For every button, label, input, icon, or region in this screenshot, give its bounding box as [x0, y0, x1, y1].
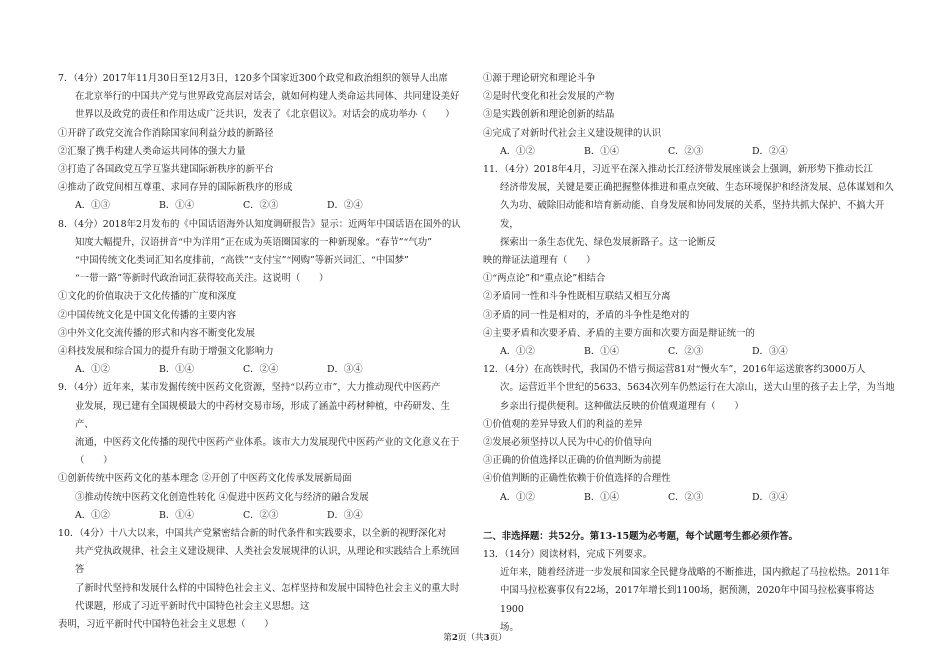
- question-11-option: ③矛盾的同一性是相对的，矛盾的斗争性是绝对的: [483, 309, 690, 321]
- question-10-choices: [483, 143, 895, 161]
- choice-d[interactable]: D．③④: [752, 491, 788, 503]
- question-10-option: ②是时代变化和社会发展的产物: [483, 91, 615, 103]
- question-8-line: “一带一路”等新时代政治词汇获得较高关注。这说明（ ）: [75, 273, 329, 285]
- question-12: [483, 361, 895, 507]
- choice-b[interactable]: B．①④: [584, 145, 620, 157]
- question-7-line: 在北京举行的中国共产党与世界政党高层对话会，就如何构建人类命运共同体、共同建设美好: [75, 91, 460, 103]
- right-column: [483, 70, 895, 637]
- choice-a[interactable]: A．①②: [75, 509, 110, 521]
- question-11-line: 经济带发展，关键是要正确把握整体推进和重点突破、生态环境保护和经济发展、总体谋划和久: [500, 182, 894, 194]
- question-10-tail: 表明，习近平新时代中国特色社会主义思想（ ）: [58, 619, 274, 631]
- question-12-line: 乡亲出行提供便利。这种做法反映的价值观道理有（ ）: [500, 400, 744, 412]
- question-13-head: 13．（14分）阅读材料，完成下列要求。: [483, 549, 653, 561]
- choice-b[interactable]: B．①④: [584, 491, 620, 503]
- spacer: [483, 507, 895, 525]
- choice-c[interactable]: C．②③: [243, 200, 279, 212]
- question-7-option: ②汇聚了携手构建人类命运共同体的强大力量: [58, 145, 246, 157]
- question-9-option-row: ①创新传统中医药文化的基本理念 ②开创了中医药文化传承发展新局面: [58, 473, 352, 485]
- question-9-line: 流通，中医药文化传播的现代中医药产业体系。该市大力发展现代中医药产业的文化意义在于: [75, 437, 460, 449]
- question-11-tail: 映的辩证法道理有（ ）: [483, 255, 596, 267]
- question-10-option: ④完成了对新时代社会主义建设规律的认识: [483, 127, 662, 139]
- section-heading: 二、非选择题：共52分。第13-15题为必考题，每个试题考生都必须作答。: [483, 530, 798, 542]
- question-8-line: “中国传统文化类词汇知名度排前，“高铁”“支付宝”“网购”等新兴词汇、“中国梦”: [75, 255, 409, 267]
- choice-c[interactable]: C．②③: [668, 491, 704, 503]
- question-9-line: （ ）: [75, 455, 113, 467]
- choice-c[interactable]: C．②③: [243, 509, 279, 521]
- question-12-line: 次。运营近半个世纪的5633、5634次列车仍然运行在大凉山，送大山里的孩子去上学，为当地: [500, 382, 895, 394]
- question-13-paragraph-line: 场。: [500, 621, 519, 633]
- choice-b[interactable]: B．①④: [159, 200, 195, 212]
- question-11-choices: [483, 343, 895, 361]
- question-10-option: ①源于理论研究和理论斗争: [483, 73, 596, 84]
- choice-d[interactable]: D．②④: [327, 200, 363, 212]
- question-7-option: ①开辟了政党交流合作消除国家间利益分歧的新路径: [58, 127, 274, 139]
- question-8-line: 知度大幅提升，汉语拼音“中为洋用”正在成为英语圈国家的一种新现象。“春节”“气功”: [75, 236, 432, 248]
- choice-b[interactable]: B．①④: [159, 364, 195, 376]
- question-7-stem: [58, 70, 466, 125]
- question-11-line: 久为功、破除旧动能和培育新动能、自身发展和协同发展的关系，坚持共抓大保护、不搞大开发，: [500, 200, 885, 230]
- choice-a[interactable]: A．①②: [500, 491, 535, 503]
- choice-c[interactable]: C．②③: [668, 346, 704, 358]
- question-10: [58, 525, 466, 634]
- question-10-line: 了新时代坚持和发展什么样的中国特色社会主义、怎样坚持和发展中国特色社会主义的重大时: [75, 582, 460, 594]
- question-9-line: 9．（4分）近年来，某市发掘传统中医药文化资源，坚持“以药立市”，大力推动现代中医药产: [58, 382, 441, 394]
- choice-c[interactable]: C．②④: [243, 364, 279, 376]
- question-8-choices: [58, 361, 466, 379]
- question-9-choices: [58, 507, 466, 525]
- choice-a[interactable]: A．①②: [500, 346, 535, 358]
- question-11-line: 探索出一条生态优先、绿色发展新路子。这一论断反: [500, 236, 716, 248]
- question-13-paragraph-line: 中国马拉松赛事仅有22场，2017年增长到1100场，据预测，2020年中国马拉松赛事将达1900: [500, 585, 875, 615]
- question-12-choices: [483, 489, 895, 507]
- question-12-line: 12．（4分）在高铁时代，我国仍不惜亏损运营81对“慢火车”，2016年运送旅客约3000万人: [483, 364, 866, 376]
- choice-d[interactable]: D．③④: [327, 509, 363, 521]
- question-8-option: ③中外文化交流传播的形式和内容不断变化发展: [58, 327, 255, 339]
- footer-prefix: 第: [443, 633, 452, 643]
- question-13-paragraph-line: 近年来，随着经济进一步发展和国家全民健身战略的不断推进，国内掀起了马拉松热。2011年: [500, 567, 890, 579]
- question-11: [483, 161, 895, 361]
- question-8-option: ①文化的价值取决于文化传播的广度和深度: [58, 291, 237, 303]
- question-12-option: ③正确的价值选择以正确的价值判断为前提: [483, 455, 662, 467]
- question-7-option: ③打造了各国政党互学互鉴共建国际新秩序的新平台: [58, 164, 274, 176]
- choice-a[interactable]: A．①②: [75, 364, 110, 376]
- footer-middle: 页（共: [457, 633, 484, 643]
- footer-suffix: 页）: [489, 633, 507, 643]
- question-9-line: 业发展，现已建有全国规模最大的中药材交易市场，形成了涵盖中药材种植，中药研发、生产、: [75, 400, 451, 430]
- question-8-line: 8．（4分）2018年2月发布的《中国话语海外认知度调研报告》显示：近两年中国话语在国外的认: [58, 218, 461, 230]
- question-12-option: ②发展必须坚持以人民为中心的价值导向: [483, 437, 652, 449]
- choice-b[interactable]: B．①④: [584, 346, 620, 358]
- question-7: [58, 70, 466, 216]
- question-7-line: 7．（4分）2017年11月30日至12月3日，120多个国家近300个政党和政治组织的领导人出席: [58, 73, 448, 84]
- question-11-option: ②矛盾同一性和斗争性既相互联结又相互分离: [483, 291, 671, 303]
- question-10-line: 代课题，形成了习近平新时代中国特色社会主义思想。这: [75, 600, 310, 612]
- page-footer: [0, 631, 950, 643]
- question-8: [58, 216, 466, 380]
- question-9-option-row: ③推动传统中医药文化创造性转化 ④促进中医药文化与经济的融合发展: [75, 491, 369, 503]
- question-9: [58, 379, 466, 525]
- question-11-line: 11．（4分）2018年4月，习近平在深入推动长江经济带发展座谈会上强调，新形势下推动长江: [483, 164, 873, 176]
- question-12-option: ①价值观的差异导致人们的利益的差异: [483, 418, 643, 430]
- choice-a[interactable]: A．①③: [75, 200, 110, 212]
- question-7-option: ④推动了政党间相互尊重、求同存异的国际新秩序的形成: [58, 182, 293, 194]
- question-11-option: ④主要矛盾和次要矛盾、矛盾的主要方面和次要方面是辩证统一的: [483, 327, 755, 339]
- question-10-line: 共产党执政规律、社会主义建设规律、人类社会发展规律的认识，从理论和实践结合上系统回答: [75, 546, 460, 576]
- choice-d[interactable]: D．②④: [752, 145, 788, 157]
- choice-d[interactable]: D．③④: [752, 346, 788, 358]
- question-7-line: 世界以及政党的责任和作用达成广泛共识，发表了《北京倡议》。对话会的成功举办（ ）: [75, 109, 455, 121]
- footer-page-number: 2: [451, 633, 458, 643]
- question-10-line: 10．（4分）十八大以来，中国共产党紧密结合新的时代条件和实践要求，以全新的视野深化对: [58, 528, 447, 540]
- question-11-option: ①“两点论”和“重点论”相结合: [483, 273, 606, 285]
- choice-d[interactable]: D．③④: [327, 364, 363, 376]
- choice-a[interactable]: A．①②: [500, 145, 535, 157]
- question-8-option: ④科技发展和综合国力的提升有助于增强文化影响力: [58, 346, 274, 358]
- question-12-option: ④价值判断的正确性依赖于价值选择的合理性: [483, 473, 671, 485]
- left-column: [58, 70, 466, 634]
- question-10-option: ③是实践创新和理论创新的结晶: [483, 109, 615, 121]
- question-8-option: ②中国传统文化是中国文化传播的主要内容: [58, 309, 237, 321]
- choice-b[interactable]: B．①④: [159, 509, 195, 521]
- question-7-choices: [58, 197, 466, 215]
- choice-c[interactable]: C．②③: [668, 145, 704, 157]
- footer-total-pages: 3: [483, 633, 490, 643]
- question-13: [483, 546, 895, 637]
